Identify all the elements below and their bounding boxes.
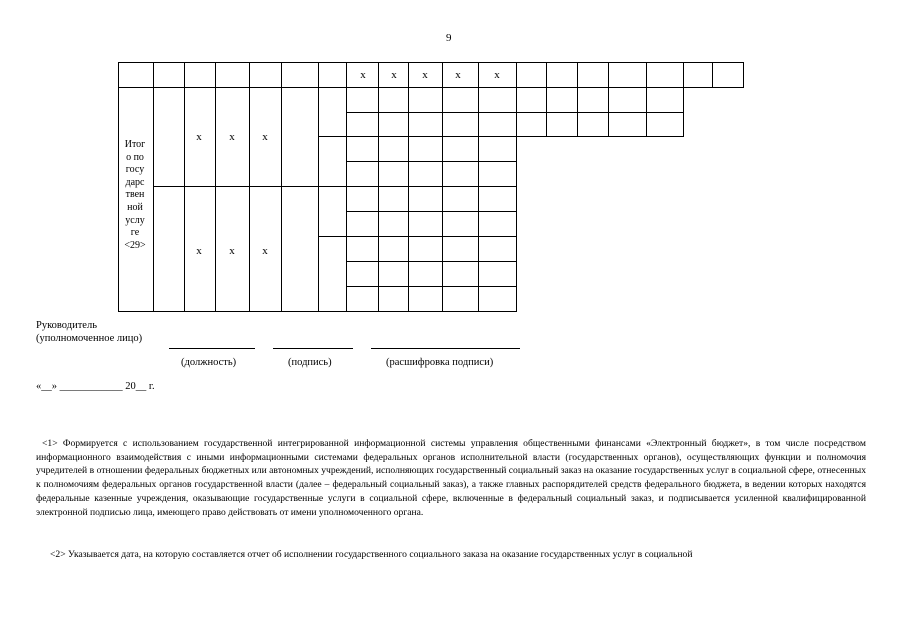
table-rule bbox=[346, 261, 517, 262]
head-title: Руководитель bbox=[36, 320, 97, 331]
table-rule bbox=[478, 62, 479, 312]
decode-line bbox=[371, 348, 520, 349]
cross-mark: x bbox=[455, 69, 461, 81]
cross-mark: x bbox=[262, 245, 268, 257]
table-rule bbox=[184, 62, 185, 312]
table-rule bbox=[346, 62, 347, 312]
footnote-2: <2> Указывается дата, на которую составляется отчет об исполнении государственного социального заказа на оказание государственных услуг в социальной bbox=[50, 549, 693, 560]
table-rule bbox=[346, 161, 517, 162]
table-rule bbox=[318, 236, 517, 237]
table-rule bbox=[153, 62, 154, 312]
row-label-line: Итог bbox=[124, 139, 146, 150]
table-rule bbox=[281, 62, 282, 312]
table-rule bbox=[516, 62, 517, 312]
table-rule bbox=[442, 62, 443, 312]
cross-mark: x bbox=[360, 69, 366, 81]
decode-caption: (расшифровка подписи) bbox=[386, 357, 494, 368]
table-rule bbox=[683, 62, 684, 137]
row-label-line: дарс bbox=[125, 176, 145, 188]
cross-mark: x bbox=[494, 69, 500, 81]
table-rule bbox=[646, 62, 647, 137]
position-line bbox=[169, 348, 255, 349]
table-rule bbox=[215, 62, 216, 312]
row-label-line: услу bbox=[125, 214, 145, 226]
table-rule bbox=[712, 62, 713, 88]
row-label-line: <29> bbox=[124, 239, 146, 251]
table-rule bbox=[346, 211, 517, 212]
table-rule bbox=[577, 62, 578, 137]
table-rule bbox=[546, 62, 547, 137]
cross-mark: x bbox=[262, 131, 268, 143]
table-rule bbox=[408, 62, 409, 312]
cross-mark: x bbox=[196, 245, 202, 257]
row-label-line: ге bbox=[130, 227, 140, 239]
row-label-line: твен bbox=[125, 189, 145, 201]
row-label-line: о по bbox=[126, 151, 144, 163]
date-line: «__» ____________ 20__ г. bbox=[36, 381, 155, 392]
cross-mark: x bbox=[196, 131, 202, 143]
table-rule bbox=[346, 112, 684, 113]
signature-caption: (подпись) bbox=[288, 357, 332, 368]
cross-mark: x bbox=[229, 131, 235, 143]
table-rule bbox=[153, 186, 517, 187]
cross-mark: x bbox=[229, 245, 235, 257]
table-rule bbox=[378, 62, 379, 312]
cross-mark: x bbox=[391, 69, 397, 81]
table-rule bbox=[118, 62, 744, 63]
table-rule bbox=[318, 136, 684, 137]
cross-mark: x bbox=[422, 69, 428, 81]
row-label-total-service bbox=[119, 139, 151, 252]
position-caption: (должность) bbox=[181, 357, 237, 368]
signature-line bbox=[273, 348, 353, 349]
table-rule bbox=[743, 62, 744, 88]
row-label-line: госу bbox=[125, 164, 145, 176]
table-rule bbox=[346, 286, 517, 287]
row-label-line: ной bbox=[127, 201, 143, 213]
head-subtitle: (уполномоченное лицо) bbox=[36, 333, 143, 344]
table-rule bbox=[318, 62, 319, 312]
footnote-1: <1> Формируется с использованием государственной интегрированной информационной системы управления общественными финансами «Электронный бюджет», в том числе посредством информационного взаимодействия с иными информационными системами федеральных органов исполнительной власти (государственных органов), осуществляющих функции и полномочия учредителей в отношении федеральных бюджетных или автономных учреждений, исполняющих государственный социальный заказ на оказание государственных услуг в социальной сфере, отнесенных к полномочиям федеральных органов государственной власти (далее – федеральный социальный заказ), а также главных распорядителей средств федерального бюджета, в ведении которых находятся федеральные казенные учреждения, оказывающие государственные услуги в социальной сфере, включенные в федеральный социальный заказ, и подписывается усиленной квалифицированной электронной подписью лица, имеющего право действовать от имени уполномоченного органа. bbox=[36, 438, 866, 518]
table-rule bbox=[118, 87, 744, 88]
page-number: 9 bbox=[446, 32, 452, 44]
table-rule bbox=[249, 62, 250, 312]
table-rule bbox=[608, 62, 609, 137]
